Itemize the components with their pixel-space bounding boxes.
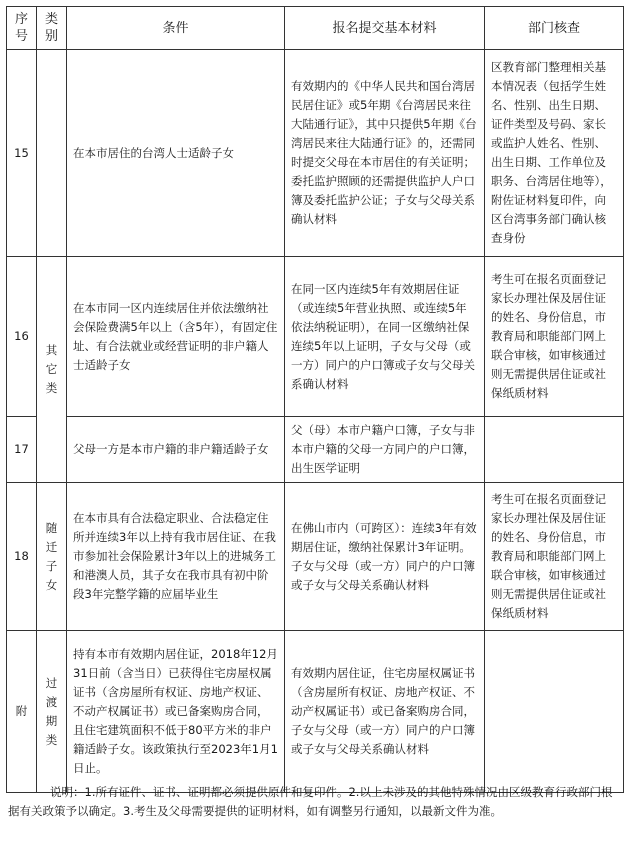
header-no: 序 号 [7, 7, 37, 50]
row-materials: 在佛山市内（可跨区）：连续3年有效期居住证，缴纳社保累计3年证明。子女与父母（或一方）同户的户口簿或子女与父母关系确认材料 [285, 483, 485, 631]
table-row [7, 631, 624, 793]
admission-materials-table [6, 6, 624, 793]
row-condition: 父母一方是本市户籍的非户籍适龄子女 [67, 417, 285, 483]
row-no: 附 [7, 631, 37, 793]
row-category: 其 它 类 [37, 257, 67, 483]
row-condition: 在本市具有合法稳定职业、合法稳定住所并连续3年以上持有我市居住证、在我市参加社会保险累计3年以上的进城务工和港澳人员，其子女在我市具有初中阶段3年完整学籍的应届毕业生 [67, 483, 285, 631]
table-row [7, 417, 624, 483]
row-condition: 在本市居住的台湾人士适龄子女 [67, 50, 285, 257]
row-condition: 持有本市有效期内居住证，2018年12月31日前（含当日）已获得住宅房屋权属证书（含房屋所有权证、房地产权证、不动产权属证书）或已备案购房合同，且住宅建筑面积不低于80平方米的非户籍适龄子女。该政策执行至2023年1月1日止。 [67, 631, 285, 793]
row-category [37, 50, 67, 257]
row-materials: 有效期内居住证，住宅房屋权属证书（含房屋所有权证、房地产权证、不动产权属证书）或已备案购房合同，子女与父母（或一方）同户的户口簿或子女与父母关系确认材料 [285, 631, 485, 793]
header-verify: 部门核查 [485, 7, 624, 50]
header-materials: 报名提交基本材料 [285, 7, 485, 50]
table-row [7, 50, 624, 257]
row-no: 18 [7, 483, 37, 631]
row-materials: 父（母）本市户籍户口簿，子女与非本市户籍的父母一方同户的户口簿，出生医学证明 [285, 417, 485, 483]
header-condition: 条件 [67, 7, 285, 50]
header-category: 类 别 [37, 7, 67, 50]
table-row [7, 483, 624, 631]
row-no: 17 [7, 417, 37, 483]
row-condition: 在本市同一区内连续居住并依法缴纳社会保险费满5年以上（含5年），有固定住址、有合法就业或经营证明的非户籍人士适龄子女 [67, 257, 285, 417]
row-materials: 有效期内的《中华人民共和国台湾居民居住证》或5年期《台湾居民来往大陆通行证》，其中只提供5年期《台湾居民来往大陆通行证》的，还需同时提交父母在本市居住的有关证明；委托监护照顾的还需提供监护人户口簿及委托监护公证；子女与父母关系确认材料 [285, 50, 485, 257]
row-verify [485, 631, 624, 793]
row-no: 15 [7, 50, 37, 257]
row-category: 随 迁 子 女 [37, 483, 67, 631]
row-materials: 在同一区内连续5年有效期居住证（或连续5年营业执照、或连续5年依法纳税证明），在同一区缴纳社保连续5年以上证明，子女与父母（或一方）同户的户口簿或子女与父母关系确认材料 [285, 257, 485, 417]
table-row [7, 257, 624, 417]
row-category: 过 渡 期 类 [37, 631, 67, 793]
row-verify: 区教育部门整理相关基本情况表（包括学生姓名、性别、出生日期、证件类型及号码、家长或监护人姓名、性别、出生日期、工作单位及职务、台湾居住地等），附佐证材料复印件，向区台湾事务部门确认核查身份 [485, 50, 624, 257]
table-header-row [7, 7, 624, 50]
row-verify: 考生可在报名页面登记家长办理社保及居住证的姓名、身份信息，市教育局和职能部门网上联合审核，如审核通过则无需提供居住证或社保纸质材料 [485, 257, 624, 417]
footnote: 说明：1.所有证件、证书、证明都必须提供原件和复印件。2.以上未涉及的其他特殊情况由区级教育行政部门根据有关政策予以确定。3.考生及父母需要提供的证明材料，如有调整另行通知，以最新文件为准。 [8, 785, 613, 818]
row-verify: 考生可在报名页面登记家长办理社保及居住证的姓名、身份信息，市教育局和职能部门网上联合审核，如审核通过则无需提供居住证或社保纸质材料 [485, 483, 624, 631]
row-no: 16 [7, 257, 37, 417]
row-verify [485, 417, 624, 483]
